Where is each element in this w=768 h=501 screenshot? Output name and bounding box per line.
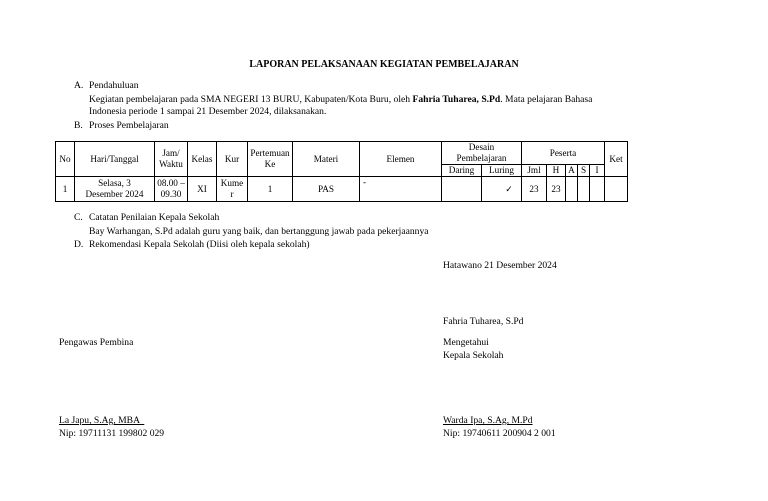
cell-kur-line2: r xyxy=(230,189,234,199)
cell-a xyxy=(566,177,578,202)
header-hari: Hari/Tanggal xyxy=(75,142,155,177)
cell-jam xyxy=(155,177,188,202)
header-luring: Luring xyxy=(482,165,522,177)
cell-s xyxy=(578,177,590,202)
right-signatory-name: Warda Ipa, S.Ag, M.Pd xyxy=(443,415,533,426)
cell-jml: 23 xyxy=(522,177,547,202)
header-no: No xyxy=(56,142,75,177)
cell-hari xyxy=(75,177,155,202)
section-a-line1-pre: Kegiatan pembelajaran pada SMA NEGERI 13 BURU, Kabupaten/Kota Buru, oleh xyxy=(89,94,413,105)
header-elemen: Elemen xyxy=(360,142,442,177)
section-a-letter: A. xyxy=(74,80,84,91)
cell-daring xyxy=(442,177,482,202)
cell-jam-line1: 08.00 – xyxy=(157,178,185,188)
cell-hari-line2: Desember 2024 xyxy=(85,189,144,199)
header-peserta: Peserta xyxy=(522,142,605,165)
cell-pertemuan: 1 xyxy=(248,177,293,202)
section-d-letter: D. xyxy=(74,239,84,250)
header-desain-line1: Desain xyxy=(468,142,495,152)
cell-kur-line1: Kume xyxy=(220,178,244,188)
header-desain-line2: Pembelajaran xyxy=(456,153,507,163)
cell-jam-line2: 09.30 xyxy=(160,189,182,199)
header-kur: Kur xyxy=(217,142,248,177)
header-kelas: Kelas xyxy=(188,142,217,177)
section-c-text: Bay Warhangan, S.Pd adalah guru yang baik, dan bertanggung jawab pada pekerjaannya xyxy=(89,226,429,237)
cell-luring: ✓ xyxy=(482,177,522,202)
cell-kelas: XI xyxy=(188,177,217,202)
left-signatory-nip: Nip: 19711131 199802 029 xyxy=(59,428,165,439)
cell-h: 23 xyxy=(547,177,566,202)
cell-kur xyxy=(217,177,248,202)
cell-materi: PAS xyxy=(293,177,360,202)
header-h: H xyxy=(547,165,566,177)
cell-hari-line1: Selasa, 3 xyxy=(98,178,131,188)
section-a-heading: Pendahuluan xyxy=(89,80,139,91)
section-d-heading: Rekomendasi Kepala Sekolah (Diisi oleh kepala sekolah) xyxy=(89,239,310,250)
header-materi: Materi xyxy=(293,142,360,177)
teacher-signature-name: Fahria Tuharea, S.Pd xyxy=(443,316,524,327)
header-pertemuan-line2: Ke xyxy=(264,159,276,169)
header-jam xyxy=(155,142,188,177)
cell-no: 1 xyxy=(56,177,75,202)
header-pertemuan xyxy=(248,142,293,177)
section-c-letter: C. xyxy=(74,212,83,223)
cell-elemen: - xyxy=(360,177,442,202)
section-b-letter: B. xyxy=(74,120,83,131)
cell-i xyxy=(590,177,605,202)
header-daring: Daring xyxy=(442,165,482,177)
right-role-line1: Mengetahui xyxy=(443,337,489,348)
header-jml: Jml xyxy=(522,165,547,177)
report-title: LAPORAN PELAKSANAAN KEGIATAN PEMBELAJARAN xyxy=(249,59,519,70)
section-c-heading: Catatan Penilaian Kepala Sekolah xyxy=(89,212,220,223)
header-desain xyxy=(442,142,522,165)
learning-table xyxy=(55,141,628,202)
left-role: Pengawas Pembina xyxy=(59,337,134,348)
right-signatory-nip: Nip: 19740611 200904 2 001 xyxy=(443,428,556,439)
cell-ket xyxy=(605,177,628,202)
header-i: I xyxy=(590,165,605,177)
place-date: Hatawano 21 Desember 2024 xyxy=(443,260,557,271)
table-row xyxy=(56,177,628,202)
section-a-line1-post: . Mata pelajaran Bahasa xyxy=(500,94,593,105)
section-a-line2: Indonesia periode 1 sampai 21 Desember 2024, dilaksanakan. xyxy=(89,106,327,117)
header-pertemuan-line1: Pertemuan xyxy=(250,148,290,158)
header-ket: Ket xyxy=(605,142,628,177)
left-signatory-name: La Japu, S.Ag, MBA xyxy=(59,415,145,426)
teacher-name-bold: Fahria Tuharea, S.Pd xyxy=(412,94,501,105)
section-b-heading: Proses Pembelajaran xyxy=(89,120,169,131)
header-a: A xyxy=(566,165,578,177)
section-a-line1 xyxy=(89,94,592,105)
right-role-line2: Kepala Sekolah xyxy=(443,350,504,361)
header-jam-line1: Jam/ xyxy=(162,148,180,158)
header-s: S xyxy=(578,165,590,177)
header-jam-line2: Waktu xyxy=(159,159,183,169)
